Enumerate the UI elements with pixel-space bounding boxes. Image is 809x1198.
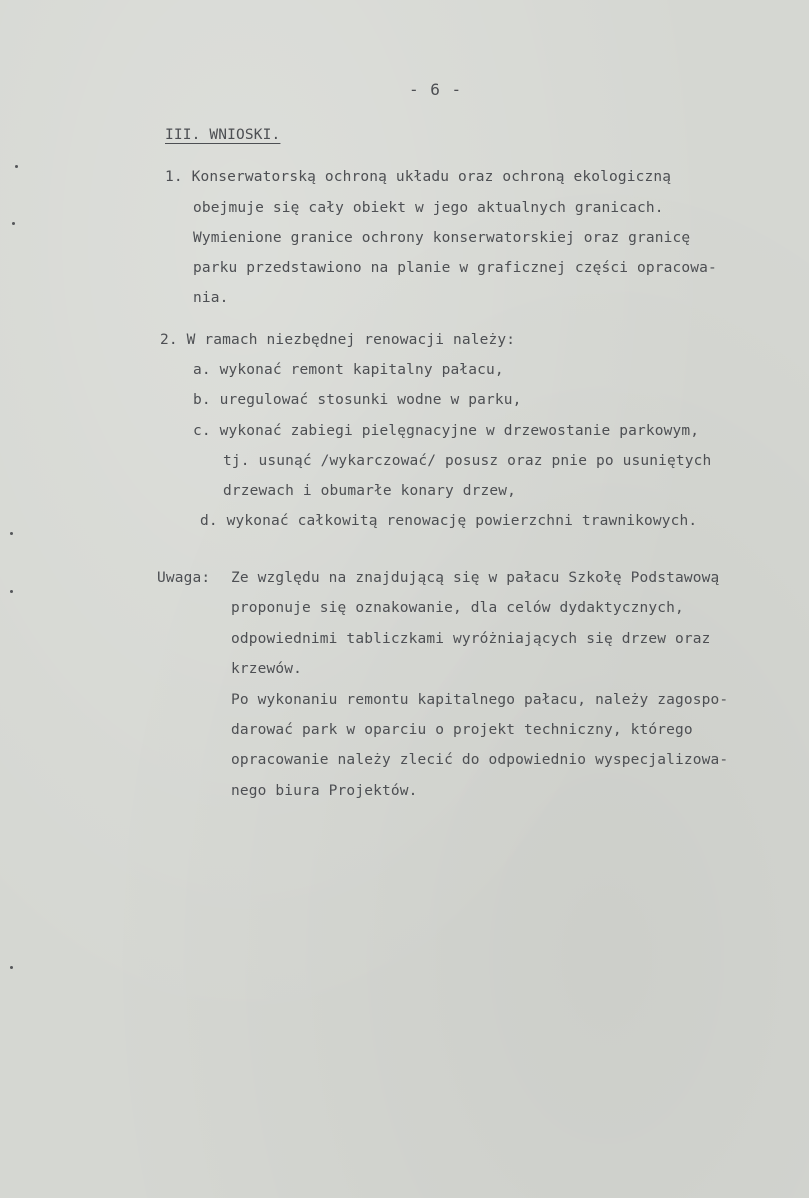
note-label: Uwaga:	[157, 570, 211, 586]
ink-speck	[12, 222, 15, 225]
note-line: krzewów.	[231, 661, 303, 677]
ink-speck	[10, 532, 13, 535]
note-line: darować park w oparciu o projekt techniczny, którego	[231, 722, 693, 738]
note-line: odpowiednimi tabliczkami wyróżniających się drzew oraz	[231, 631, 711, 647]
point1-line: nia.	[193, 290, 229, 306]
page-number: - 6 -	[409, 80, 463, 99]
section-title: III. WNIOSKI.	[165, 127, 281, 143]
ink-speck	[15, 165, 18, 168]
point2-item-continuation: drzewach i obumarłe konary drzew,	[223, 483, 517, 499]
point2-intro: 2. W ramach niezbędnej renowacji należy:	[160, 332, 516, 348]
point2-item: c. wykonać zabiegi pielęgnacyjne w drzewostanie parkowym,	[193, 423, 700, 439]
point2-item-continuation: tj. usunąć /wykarczować/ posusz oraz pnie po usuniętych	[223, 453, 712, 469]
point1-line: 1. Konserwatorską ochroną układu oraz ochroną ekologiczną	[165, 169, 672, 185]
ink-speck	[10, 590, 13, 593]
point2-item: a. wykonać remont kapitalny pałacu,	[193, 362, 504, 378]
note-line: opracowanie należy zlecić do odpowiednio wyspecjalizowa-	[231, 752, 729, 768]
note-line: proponuje się oznakowanie, dla celów dydaktycznych,	[231, 600, 684, 616]
point1-line: Wymienione granice ochrony konserwatorskiej oraz granicę	[193, 230, 691, 246]
point1-line: obejmuje się cały obiekt w jego aktualnych granicach.	[193, 200, 664, 216]
point1-line: parku przedstawiono na planie w graficznej części opracowa-	[193, 260, 717, 276]
note-line: nego biura Projektów.	[231, 783, 418, 799]
point2-item: b. uregulować stosunki wodne w parku,	[193, 392, 522, 408]
point2-item: d. wykonać całkowitą renowację powierzchni trawnikowych.	[200, 513, 698, 529]
note-line: Ze względu na znajdującą się w pałacu Szkołę Podstawową	[231, 570, 720, 586]
ink-speck	[10, 966, 13, 969]
note-line: Po wykonaniu remontu kapitalnego pałacu, należy zagospo-	[231, 692, 729, 708]
